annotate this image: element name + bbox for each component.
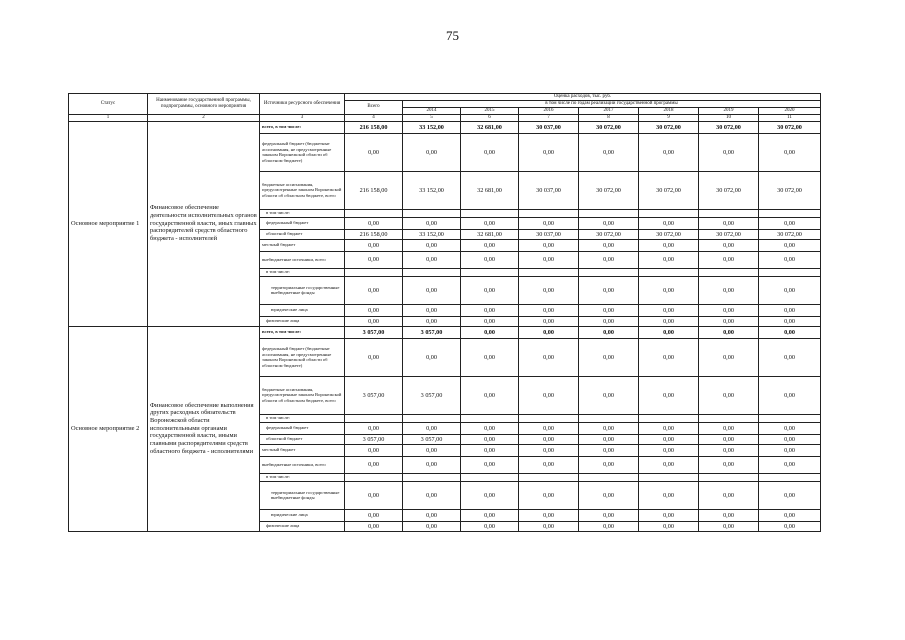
- amount-year: 0,00: [461, 434, 519, 444]
- amount-year: 0,00: [759, 338, 821, 376]
- header-year: 2016: [519, 107, 579, 114]
- header-year: 2020: [759, 107, 821, 114]
- amount-year: 0,00: [519, 509, 579, 521]
- column-index: 4: [345, 114, 403, 121]
- amount-year: [639, 268, 699, 276]
- amount-year: [699, 414, 759, 422]
- amount-year: 32 681,00: [461, 229, 519, 239]
- amount-year: 0,00: [639, 509, 699, 521]
- amount-year: 0,00: [403, 509, 461, 521]
- amount-total: 0,00: [345, 422, 403, 434]
- amount-year: 0,00: [403, 276, 461, 304]
- funding-source-label: юридические лица: [260, 304, 345, 316]
- column-index: 7: [519, 114, 579, 121]
- header-name: Наименование государственной программы, подпрограммы, основного мероприятия: [148, 94, 260, 115]
- amount-year: 30 072,00: [639, 229, 699, 239]
- amount-year: 0,00: [639, 316, 699, 326]
- amount-year: [699, 268, 759, 276]
- amount-year: 0,00: [519, 304, 579, 316]
- column-index: 6: [461, 114, 519, 121]
- amount-year: [759, 209, 821, 217]
- amount-year: 0,00: [519, 326, 579, 338]
- amount-year: 32 681,00: [461, 171, 519, 209]
- amount-year: 0,00: [579, 509, 639, 521]
- amount-year: [461, 414, 519, 422]
- amount-year: 33 152,00: [403, 171, 461, 209]
- amount-year: 0,00: [639, 521, 699, 531]
- amount-year: 0,00: [579, 444, 639, 456]
- amount-total: 0,00: [345, 338, 403, 376]
- amount-year: 0,00: [579, 239, 639, 251]
- amount-year: 30 072,00: [579, 229, 639, 239]
- activity-name: Финансовое обеспечение выполнения других расходных обязательств Воронежской области исполнительными органами государственной власти, иными главными распорядителями средств областного бюджета - исполнителями: [148, 326, 260, 531]
- amount-year: 0,00: [699, 376, 759, 414]
- amount-year: [639, 414, 699, 422]
- activity-status: Основное мероприятие 1: [69, 121, 148, 326]
- amount-year: 0,00: [519, 133, 579, 171]
- amount-year: 0,00: [699, 481, 759, 509]
- amount-year: 0,00: [403, 338, 461, 376]
- amount-year: 0,00: [519, 276, 579, 304]
- amount-year: 0,00: [759, 276, 821, 304]
- amount-year: 0,00: [461, 316, 519, 326]
- amount-year: 0,00: [579, 304, 639, 316]
- amount-total: 0,00: [345, 509, 403, 521]
- amount-year: 0,00: [699, 434, 759, 444]
- amount-year: 0,00: [759, 326, 821, 338]
- amount-year: 30 072,00: [579, 121, 639, 133]
- activity-status: Основное мероприятие 2: [69, 326, 148, 531]
- header-year: 2018: [639, 107, 699, 114]
- amount-year: 0,00: [579, 456, 639, 473]
- amount-year: 0,00: [461, 239, 519, 251]
- amount-year: 0,00: [579, 434, 639, 444]
- amount-year: 0,00: [759, 239, 821, 251]
- amount-total: [345, 268, 403, 276]
- amount-year: 3 057,00: [403, 326, 461, 338]
- amount-year: 30 072,00: [699, 171, 759, 209]
- amount-year: 0,00: [461, 376, 519, 414]
- amount-total: 216 158,00: [345, 171, 403, 209]
- amount-year: 0,00: [639, 444, 699, 456]
- amount-year: 0,00: [519, 338, 579, 376]
- amount-year: 0,00: [579, 217, 639, 229]
- amount-year: 0,00: [699, 422, 759, 434]
- amount-year: 0,00: [519, 376, 579, 414]
- amount-year: 0,00: [639, 217, 699, 229]
- amount-year: 0,00: [519, 481, 579, 509]
- amount-year: 33 152,00: [403, 121, 461, 133]
- amount-year: [759, 414, 821, 422]
- table-row: [69, 326, 821, 338]
- amount-year: [461, 473, 519, 481]
- amount-year: 0,00: [699, 133, 759, 171]
- amount-year: 0,00: [403, 456, 461, 473]
- amount-year: [759, 473, 821, 481]
- amount-year: 0,00: [699, 444, 759, 456]
- funding-source-label: физические лица: [260, 521, 345, 531]
- amount-year: 0,00: [639, 338, 699, 376]
- amount-year: 0,00: [759, 456, 821, 473]
- amount-year: 0,00: [461, 422, 519, 434]
- amount-year: 0,00: [461, 304, 519, 316]
- amount-year: 0,00: [461, 509, 519, 521]
- amount-year: 0,00: [579, 316, 639, 326]
- amount-year: 0,00: [699, 338, 759, 376]
- amount-total: 0,00: [345, 521, 403, 531]
- amount-year: [403, 414, 461, 422]
- amount-year: 0,00: [639, 251, 699, 268]
- amount-year: 0,00: [699, 217, 759, 229]
- amount-year: 0,00: [699, 239, 759, 251]
- amount-year: [461, 209, 519, 217]
- amount-year: 30 072,00: [699, 229, 759, 239]
- amount-year: 30 072,00: [759, 171, 821, 209]
- amount-total: 0,00: [345, 251, 403, 268]
- column-index: 11: [759, 114, 821, 121]
- funding-source-label: бюджетные ассигнования, предусмотренные законом Воронежской области об областном бюджете, всего: [260, 171, 345, 209]
- amount-year: 0,00: [519, 521, 579, 531]
- amount-year: 0,00: [759, 444, 821, 456]
- amount-year: 0,00: [579, 251, 639, 268]
- amount-year: 0,00: [639, 239, 699, 251]
- header-status: Статус: [69, 94, 148, 115]
- amount-year: 0,00: [579, 326, 639, 338]
- amount-year: 30 072,00: [759, 229, 821, 239]
- column-index: 2: [148, 114, 260, 121]
- amount-year: 0,00: [699, 316, 759, 326]
- amount-year: 30 072,00: [639, 171, 699, 209]
- amount-year: 0,00: [639, 434, 699, 444]
- amount-year: 0,00: [461, 326, 519, 338]
- amount-total: 0,00: [345, 316, 403, 326]
- funding-source-label: в том числе:: [260, 473, 345, 481]
- funding-source-label: областной бюджет: [260, 229, 345, 239]
- amount-year: 0,00: [403, 133, 461, 171]
- amount-year: [403, 268, 461, 276]
- amount-year: 0,00: [759, 509, 821, 521]
- funding-source-label: бюджетные ассигнования, предусмотренные законом Воронежской области об областном бюджете, всего: [260, 376, 345, 414]
- amount-total: 0,00: [345, 217, 403, 229]
- amount-year: [579, 209, 639, 217]
- amount-year: 0,00: [639, 376, 699, 414]
- amount-year: 0,00: [403, 304, 461, 316]
- table-header: [69, 94, 821, 122]
- amount-total: 3 057,00: [345, 376, 403, 414]
- header-total: Всего: [345, 101, 403, 115]
- page-number: 75: [446, 28, 459, 43]
- activity-name: Финансовое обеспечение деятельности исполнительных органов государственной власти, иных главных распорядителей средств областного бюджета - исполнителей: [148, 121, 260, 326]
- funding-source-label: территориальные государственные внебюджетные фонды: [260, 481, 345, 509]
- amount-year: 0,00: [759, 376, 821, 414]
- amount-year: 0,00: [403, 251, 461, 268]
- amount-year: 0,00: [461, 276, 519, 304]
- amount-year: 0,00: [759, 251, 821, 268]
- amount-year: 0,00: [759, 521, 821, 531]
- amount-total: 0,00: [345, 304, 403, 316]
- amount-year: 0,00: [699, 326, 759, 338]
- header-year: 2017: [579, 107, 639, 114]
- amount-year: 0,00: [699, 456, 759, 473]
- header-year: 2014: [403, 107, 461, 114]
- amount-year: 0,00: [759, 434, 821, 444]
- amount-total: 0,00: [345, 481, 403, 509]
- amount-year: 0,00: [639, 276, 699, 304]
- column-index: 1: [69, 114, 148, 121]
- amount-total: 0,00: [345, 456, 403, 473]
- amount-year: [519, 414, 579, 422]
- amount-year: 0,00: [461, 338, 519, 376]
- funding-source-label: всего, в том числе:: [260, 121, 345, 133]
- amount-total: 216 158,00: [345, 121, 403, 133]
- amount-year: 30 072,00: [579, 171, 639, 209]
- amount-year: 0,00: [519, 217, 579, 229]
- amount-year: 3 057,00: [403, 434, 461, 444]
- amount-year: 0,00: [759, 304, 821, 316]
- amount-year: [579, 268, 639, 276]
- amount-total: 216 158,00: [345, 229, 403, 239]
- funding-source-label: внебюджетные источники, всего: [260, 251, 345, 268]
- amount-year: 0,00: [461, 217, 519, 229]
- amount-year: 0,00: [579, 422, 639, 434]
- amount-year: 0,00: [403, 521, 461, 531]
- amount-year: 0,00: [639, 456, 699, 473]
- amount-year: [579, 473, 639, 481]
- header-year: 2015: [461, 107, 519, 114]
- funding-source-label: областной бюджет: [260, 434, 345, 444]
- amount-year: 0,00: [461, 521, 519, 531]
- amount-year: 0,00: [699, 251, 759, 268]
- column-index: 9: [639, 114, 699, 121]
- funding-source-label: в том числе:: [260, 414, 345, 422]
- amount-year: 0,00: [403, 481, 461, 509]
- amount-year: 0,00: [699, 521, 759, 531]
- amount-total: [345, 473, 403, 481]
- amount-year: 3 057,00: [403, 376, 461, 414]
- amount-year: 0,00: [461, 133, 519, 171]
- amount-year: 0,00: [519, 239, 579, 251]
- amount-year: 30 072,00: [699, 121, 759, 133]
- amount-year: 0,00: [639, 133, 699, 171]
- amount-year: 0,00: [579, 521, 639, 531]
- amount-year: 0,00: [639, 304, 699, 316]
- amount-year: 33 152,00: [403, 229, 461, 239]
- amount-year: [639, 473, 699, 481]
- funding-source-label: федеральный бюджет (бюджетные ассигнования, не предусмотренные законом Воронежской области об областном бюджете): [260, 133, 345, 171]
- amount-year: [403, 209, 461, 217]
- amount-year: [519, 473, 579, 481]
- amount-year: 0,00: [759, 133, 821, 171]
- header-source: Источники ресурсного обеспечения: [260, 94, 345, 115]
- funding-source-label: в том числе:: [260, 209, 345, 217]
- funding-source-label: территориальные государственные внебюджетные фонды: [260, 276, 345, 304]
- amount-year: 0,00: [519, 456, 579, 473]
- amount-year: [699, 209, 759, 217]
- amount-year: 0,00: [759, 481, 821, 509]
- amount-year: 32 681,00: [461, 121, 519, 133]
- funding-source-label: физические лица: [260, 316, 345, 326]
- column-index: 5: [403, 114, 461, 121]
- amount-year: [579, 414, 639, 422]
- amount-year: 0,00: [519, 422, 579, 434]
- amount-year: [699, 473, 759, 481]
- amount-total: 3 057,00: [345, 326, 403, 338]
- amount-year: 0,00: [461, 444, 519, 456]
- amount-year: 0,00: [403, 239, 461, 251]
- amount-year: 0,00: [579, 481, 639, 509]
- funding-source-label: федеральный бюджет (бюджетные ассигнования, не предусмотренные законом Воронежской области об областном бюджете): [260, 338, 345, 376]
- funding-source-label: федеральный бюджет: [260, 422, 345, 434]
- column-index: 3: [260, 114, 345, 121]
- table-row: [69, 121, 821, 133]
- amount-year: 0,00: [519, 444, 579, 456]
- amount-year: 0,00: [759, 217, 821, 229]
- amount-total: 0,00: [345, 276, 403, 304]
- amount-year: 0,00: [579, 338, 639, 376]
- amount-year: [403, 473, 461, 481]
- funding-source-label: местный бюджет: [260, 444, 345, 456]
- amount-total: 0,00: [345, 239, 403, 251]
- amount-year: [519, 268, 579, 276]
- funding-source-label: в том числе:: [260, 268, 345, 276]
- amount-year: 0,00: [403, 316, 461, 326]
- amount-total: 3 057,00: [345, 434, 403, 444]
- amount-year: 30 037,00: [519, 121, 579, 133]
- amount-year: 0,00: [579, 133, 639, 171]
- amount-year: 0,00: [639, 422, 699, 434]
- amount-year: 0,00: [403, 217, 461, 229]
- funding-source-label: внебюджетные источники, всего: [260, 456, 345, 473]
- amount-year: [461, 268, 519, 276]
- amount-year: 0,00: [639, 326, 699, 338]
- table-body: [69, 121, 821, 531]
- amount-year: 0,00: [579, 376, 639, 414]
- header-incl: в том числе по годам реализации государственной программы: [403, 101, 821, 108]
- amount-year: 0,00: [461, 456, 519, 473]
- amount-year: 0,00: [699, 509, 759, 521]
- amount-year: [759, 268, 821, 276]
- funding-source-label: всего, в том числе:: [260, 326, 345, 338]
- amount-year: 0,00: [639, 481, 699, 509]
- column-index: 10: [699, 114, 759, 121]
- amount-year: 0,00: [519, 434, 579, 444]
- amount-total: [345, 209, 403, 217]
- column-index: 8: [579, 114, 639, 121]
- amount-year: 0,00: [403, 422, 461, 434]
- budget-table: [68, 93, 821, 532]
- amount-year: 30 072,00: [759, 121, 821, 133]
- amount-year: [639, 209, 699, 217]
- amount-year: 30 037,00: [519, 229, 579, 239]
- amount-year: 0,00: [519, 251, 579, 268]
- amount-year: 0,00: [699, 276, 759, 304]
- amount-year: 0,00: [519, 316, 579, 326]
- amount-year: 0,00: [579, 276, 639, 304]
- header-estimate: Оценка расходов, тыс. руб.: [345, 94, 821, 101]
- amount-year: 30 072,00: [639, 121, 699, 133]
- amount-total: 0,00: [345, 133, 403, 171]
- amount-year: 0,00: [759, 316, 821, 326]
- amount-total: [345, 414, 403, 422]
- amount-year: 0,00: [461, 481, 519, 509]
- amount-year: 0,00: [461, 251, 519, 268]
- funding-source-label: местный бюджет: [260, 239, 345, 251]
- funding-source-label: федеральный бюджет: [260, 217, 345, 229]
- amount-total: 0,00: [345, 444, 403, 456]
- amount-year: [519, 209, 579, 217]
- amount-year: 0,00: [759, 422, 821, 434]
- amount-year: 0,00: [699, 304, 759, 316]
- amount-year: 30 037,00: [519, 171, 579, 209]
- funding-source-label: юридические лица: [260, 509, 345, 521]
- amount-year: 0,00: [403, 444, 461, 456]
- header-year: 2019: [699, 107, 759, 114]
